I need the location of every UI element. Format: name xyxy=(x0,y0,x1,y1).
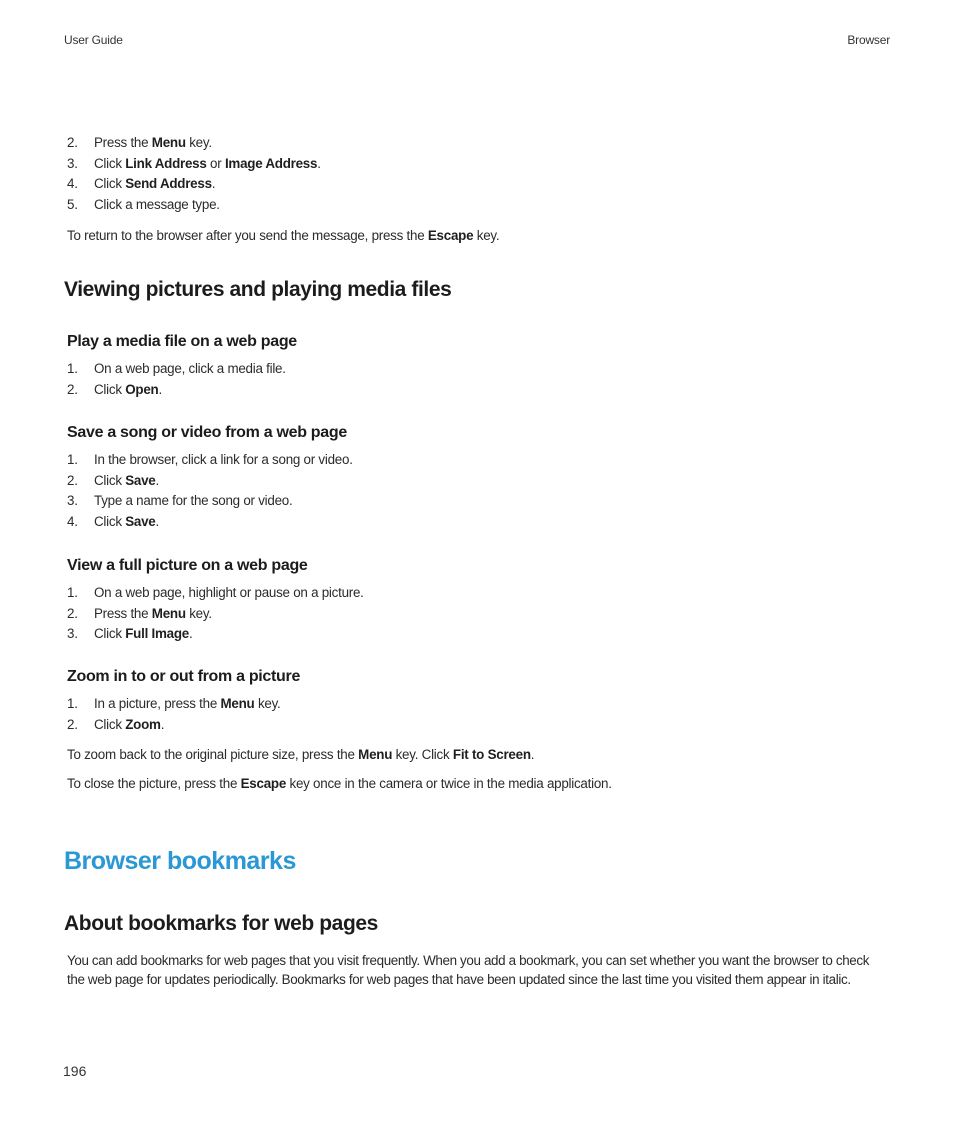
step-text xyxy=(94,359,286,380)
text-run: key. Click xyxy=(392,747,453,762)
ui-term: Image Address xyxy=(224,155,318,171)
step-text xyxy=(94,491,292,512)
about-bookmarks-line-1: You can add bookmarks for web pages that you visit frequently. When you add a bookmark, you can set whether you want the browser to check xyxy=(67,953,870,968)
text-run: Type a name for the song or video. xyxy=(94,493,293,509)
ui-term: Escape xyxy=(427,228,474,243)
ui-term: Save xyxy=(125,514,156,530)
text-run: . xyxy=(160,716,165,732)
text-run: . xyxy=(155,514,159,530)
step-number: 4. xyxy=(67,176,78,192)
section-heading-about-bookmarks: About bookmarks for web pages xyxy=(64,912,378,935)
step-text xyxy=(94,380,162,401)
text-run: Click a message type. xyxy=(94,197,220,213)
text-run: . xyxy=(530,747,535,762)
running-header-left: User Guide xyxy=(64,33,123,47)
subheading-play-media: Play a media file on a web page xyxy=(67,333,297,350)
text-run: To return to the browser after you send the message, press the xyxy=(67,228,428,243)
text-run: Click xyxy=(94,472,126,488)
ui-term: Menu xyxy=(358,747,393,762)
subheading-full-picture: View a full picture on a web page xyxy=(67,557,308,574)
text-run: To zoom back to the original picture size, press the xyxy=(67,747,359,762)
step-number: 1. xyxy=(67,361,78,376)
step-number: 2. xyxy=(67,381,78,397)
step-text xyxy=(94,583,364,604)
ui-term: Zoom xyxy=(125,716,161,732)
ui-term: Menu xyxy=(151,135,186,150)
ui-term: Fit to Screen xyxy=(452,747,531,762)
step-text xyxy=(94,624,192,645)
zoom-note-fit xyxy=(67,745,534,765)
text-run: key. xyxy=(254,696,281,711)
step-number: 2. xyxy=(67,135,78,150)
step-number: 1. xyxy=(67,585,78,600)
subheading-zoom: Zoom in to or out from a picture xyxy=(67,668,301,685)
ui-term: Send Address xyxy=(125,176,212,192)
text-run: Click xyxy=(94,626,126,642)
text-run: . xyxy=(155,472,159,488)
text-run: Click xyxy=(94,381,126,397)
step-text xyxy=(94,512,159,533)
step-text xyxy=(94,450,353,471)
ui-term: Full Image xyxy=(125,626,189,642)
step-text xyxy=(94,604,212,625)
step-text xyxy=(94,195,220,216)
step-text xyxy=(94,133,212,154)
page-number: 196 xyxy=(63,1063,87,1079)
step-text xyxy=(94,174,215,195)
intro-note xyxy=(67,226,499,246)
step-number: 1. xyxy=(67,696,78,711)
ui-term: Open xyxy=(125,381,159,397)
text-run: key. xyxy=(185,135,212,150)
step-text xyxy=(94,715,164,736)
about-bookmarks-line-2: the web page for updates periodically. Bookmarks for web pages that have been updated since the last time you visited them appear in italic. xyxy=(67,972,851,987)
section-heading-viewing: Viewing pictures and playing media files xyxy=(64,278,452,301)
step-number: 2. xyxy=(67,605,78,621)
step-text xyxy=(94,471,159,492)
step-number: 2. xyxy=(67,716,78,732)
text-run: key. xyxy=(185,605,212,621)
text-run: Click xyxy=(94,514,126,530)
text-run: . xyxy=(188,626,193,642)
step-number: 4. xyxy=(67,514,78,530)
ui-term: Menu xyxy=(220,696,255,711)
chapter-heading-browser-bookmarks: Browser bookmarks xyxy=(64,847,296,875)
step-number: 3. xyxy=(67,155,78,171)
step-number: 5. xyxy=(67,197,78,213)
ui-term: Link Address xyxy=(125,155,207,171)
subheading-save-song: Save a song or video from a web page xyxy=(67,424,347,441)
step-number: 1. xyxy=(67,452,78,467)
text-run: To close the picture, press the xyxy=(67,776,241,791)
ui-term: Menu xyxy=(151,605,186,621)
step-number: 3. xyxy=(67,493,78,509)
text-run: Click xyxy=(94,155,126,171)
text-run: Press the xyxy=(94,605,152,621)
text-run: On a web page, click a media file. xyxy=(94,361,286,376)
text-run: In a picture, press the xyxy=(94,696,221,711)
text-run: Click xyxy=(94,716,126,732)
text-run: Click xyxy=(94,176,126,192)
zoom-note-close xyxy=(67,774,612,794)
text-run: . xyxy=(317,155,321,171)
text-run: In the browser, click a link for a song or video. xyxy=(94,452,353,467)
step-number: 2. xyxy=(67,472,78,488)
step-text xyxy=(94,694,281,715)
text-run: . xyxy=(211,176,216,192)
ui-term: Save xyxy=(125,472,156,488)
text-run: On a web page, highlight or pause on a picture. xyxy=(94,585,364,600)
text-run: key once in the camera or twice in the media application. xyxy=(286,776,612,791)
text-run: . xyxy=(158,381,162,397)
text-run: or xyxy=(206,155,225,171)
text-run: Press the xyxy=(94,135,152,150)
step-text xyxy=(94,154,321,175)
ui-term: Escape xyxy=(240,776,287,791)
step-number: 3. xyxy=(67,626,78,642)
text-run: key. xyxy=(473,228,500,243)
running-header-right: Browser xyxy=(847,33,890,47)
